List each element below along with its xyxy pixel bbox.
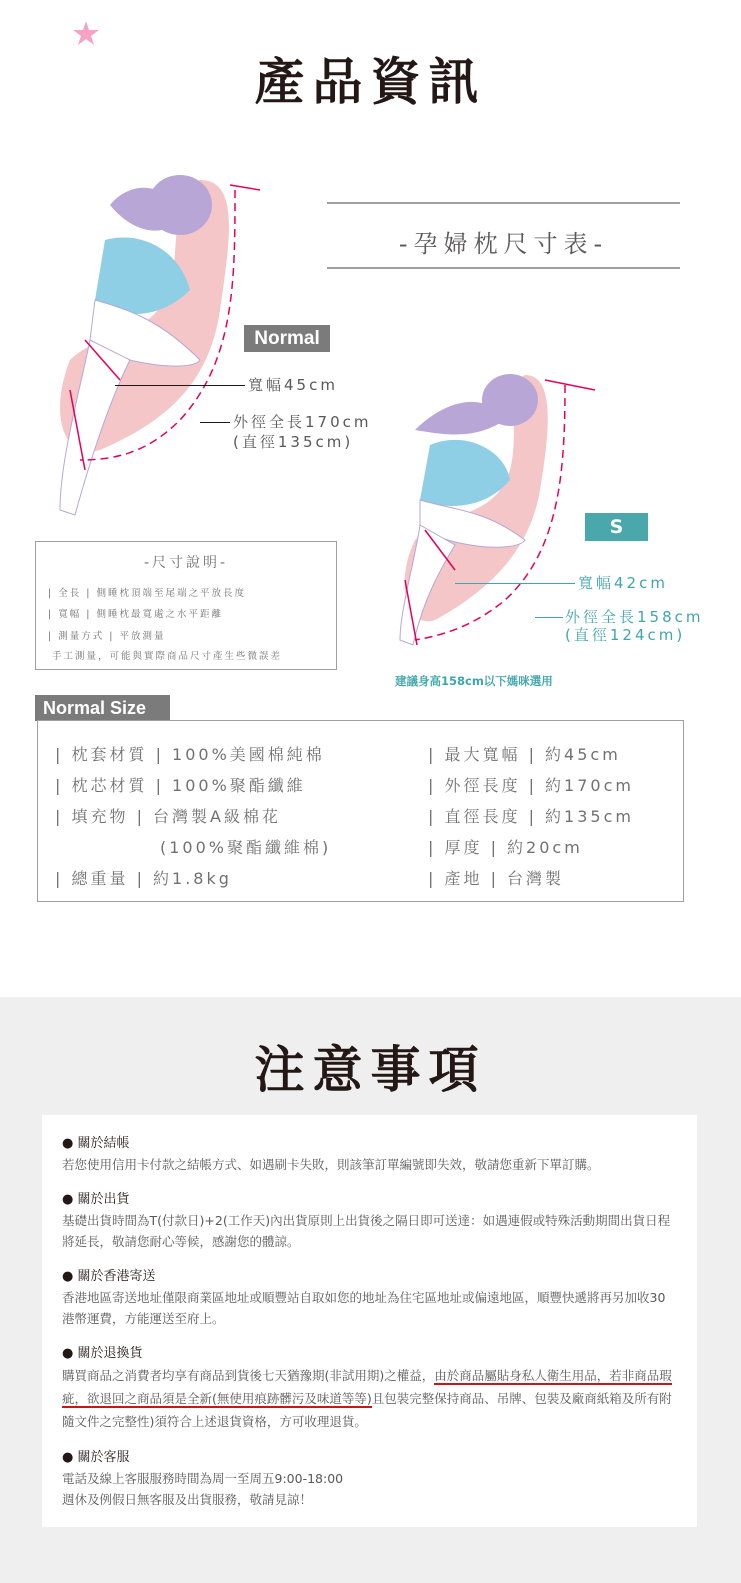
spec-cell: | 枕套材質 | 100%美國棉純棉 <box>55 745 325 764</box>
small-diameter: (直徑124cm) <box>565 626 686 644</box>
divider <box>327 202 680 204</box>
spec-cell: | 產地 | 台灣製 <box>428 869 565 888</box>
spec-label: Normal Size <box>35 695 170 721</box>
small-width: 寬幅42cm <box>578 574 668 592</box>
normal-width: 寬幅45cm <box>248 376 338 394</box>
size-chart-title: -孕婦枕尺寸表- <box>398 230 609 258</box>
spec-cell: (100%聚酯纖維棉) <box>160 838 332 857</box>
height-recommendation: 建議身高158cm以下媽咪選用 <box>395 674 553 688</box>
normal-length: 外徑全長170cm <box>233 413 372 431</box>
page-title: 產品資訊 <box>254 53 487 111</box>
notice-underlined-text: 由於商品屬貼身私人衛生用品，若非商品瑕疵，欲退回之商品須是全新(無使用痕跡髒污及味道等等) <box>62 1368 672 1406</box>
notice-body <box>62 1364 677 1433</box>
size-explanation-box <box>35 541 337 670</box>
explanation-line: 手工測量，可能與實際商品尺寸產生些微誤差 <box>52 651 283 662</box>
normal-diameter: (直徑135cm) <box>233 433 354 451</box>
small-length: 外徑全長158cm <box>565 608 704 626</box>
leader-line <box>200 422 230 423</box>
notice-title: 注意事項 <box>254 1041 487 1099</box>
spec-cell: | 填充物 | 台灣製A級棉花 <box>55 807 281 826</box>
notice-heading: ● 關於退換貨 <box>62 1346 143 1361</box>
explanation-line: | 全長 | 側睡枕頂端至尾端之平放長度 <box>48 588 246 599</box>
notice-text: 購買商品之消費者均享有商品到貨後七天猶豫期(非試用期)之權益， <box>62 1368 435 1383</box>
notice-heading: ● 關於客服 <box>62 1450 130 1465</box>
spec-cell: | 枕芯材質 | 100%聚酯纖維 <box>55 776 306 795</box>
notice-heading: ● 關於結帳 <box>62 1136 130 1151</box>
leader-line <box>455 583 575 584</box>
s-size-badge: S <box>585 513 648 541</box>
explanation-line: | 測量方式 | 平放測量 <box>48 631 166 642</box>
spec-cell: | 厚度 | 約20cm <box>428 838 583 857</box>
normal-pillow-illustration <box>40 160 270 530</box>
explanation-title: -尺寸說明- <box>143 555 229 571</box>
spec-cell: | 最大寬幅 | 約45cm <box>428 745 621 764</box>
divider <box>327 267 680 269</box>
notice-box <box>42 1115 697 1527</box>
spec-cell: | 總重量 | 約1.8kg <box>55 869 232 888</box>
leader-line <box>535 617 563 618</box>
notice-body: 週休及例假日無客服及出貨服務，敬請見諒！ <box>62 1492 313 1507</box>
leader-line <box>115 385 245 386</box>
notice-heading: ● 關於香港寄送 <box>62 1269 156 1284</box>
spec-cell: | 外徑長度 | 約170cm <box>428 776 634 795</box>
notice-text: 且包裝完整保持商品、吊牌、包裝及廠商紙箱及所有附隨文件之完整性)須符合上述退貨資格，方可收理退貨。 <box>62 1391 672 1429</box>
notice-body: 香港地區寄送地址僅限商業區地址或順豐站自取如您的地址為住宅區地址或偏遠地區，順豐快遞將再另加收30港幣運費，方能運送至府上。 <box>62 1290 666 1326</box>
normal-size-badge: Normal <box>244 325 330 352</box>
notice-heading: ● 關於出貨 <box>62 1192 130 1207</box>
notice-body: 電話及線上客服服務時間為周一至周五9:00-18:00 <box>62 1471 344 1486</box>
notice-body: 若您使用信用卡付款之結帳方式、如遇刷卡失敗，則該筆訂單編號即失效，敬請您重新下單訂購。 <box>62 1157 600 1172</box>
notice-body: 基礎出貨時間為T(付款日)+2(工作天)內出貨原則上出貨後之隔日即可送達：如遇連假或特殊活動期間出貨日程將延長，敬請您耐心等候，感謝您的體諒。 <box>62 1213 671 1249</box>
spec-cell: | 直徑長度 | 約135cm <box>428 807 634 826</box>
explanation-line: | 寬幅 | 側睡枕最寬處之水平距離 <box>48 609 223 620</box>
